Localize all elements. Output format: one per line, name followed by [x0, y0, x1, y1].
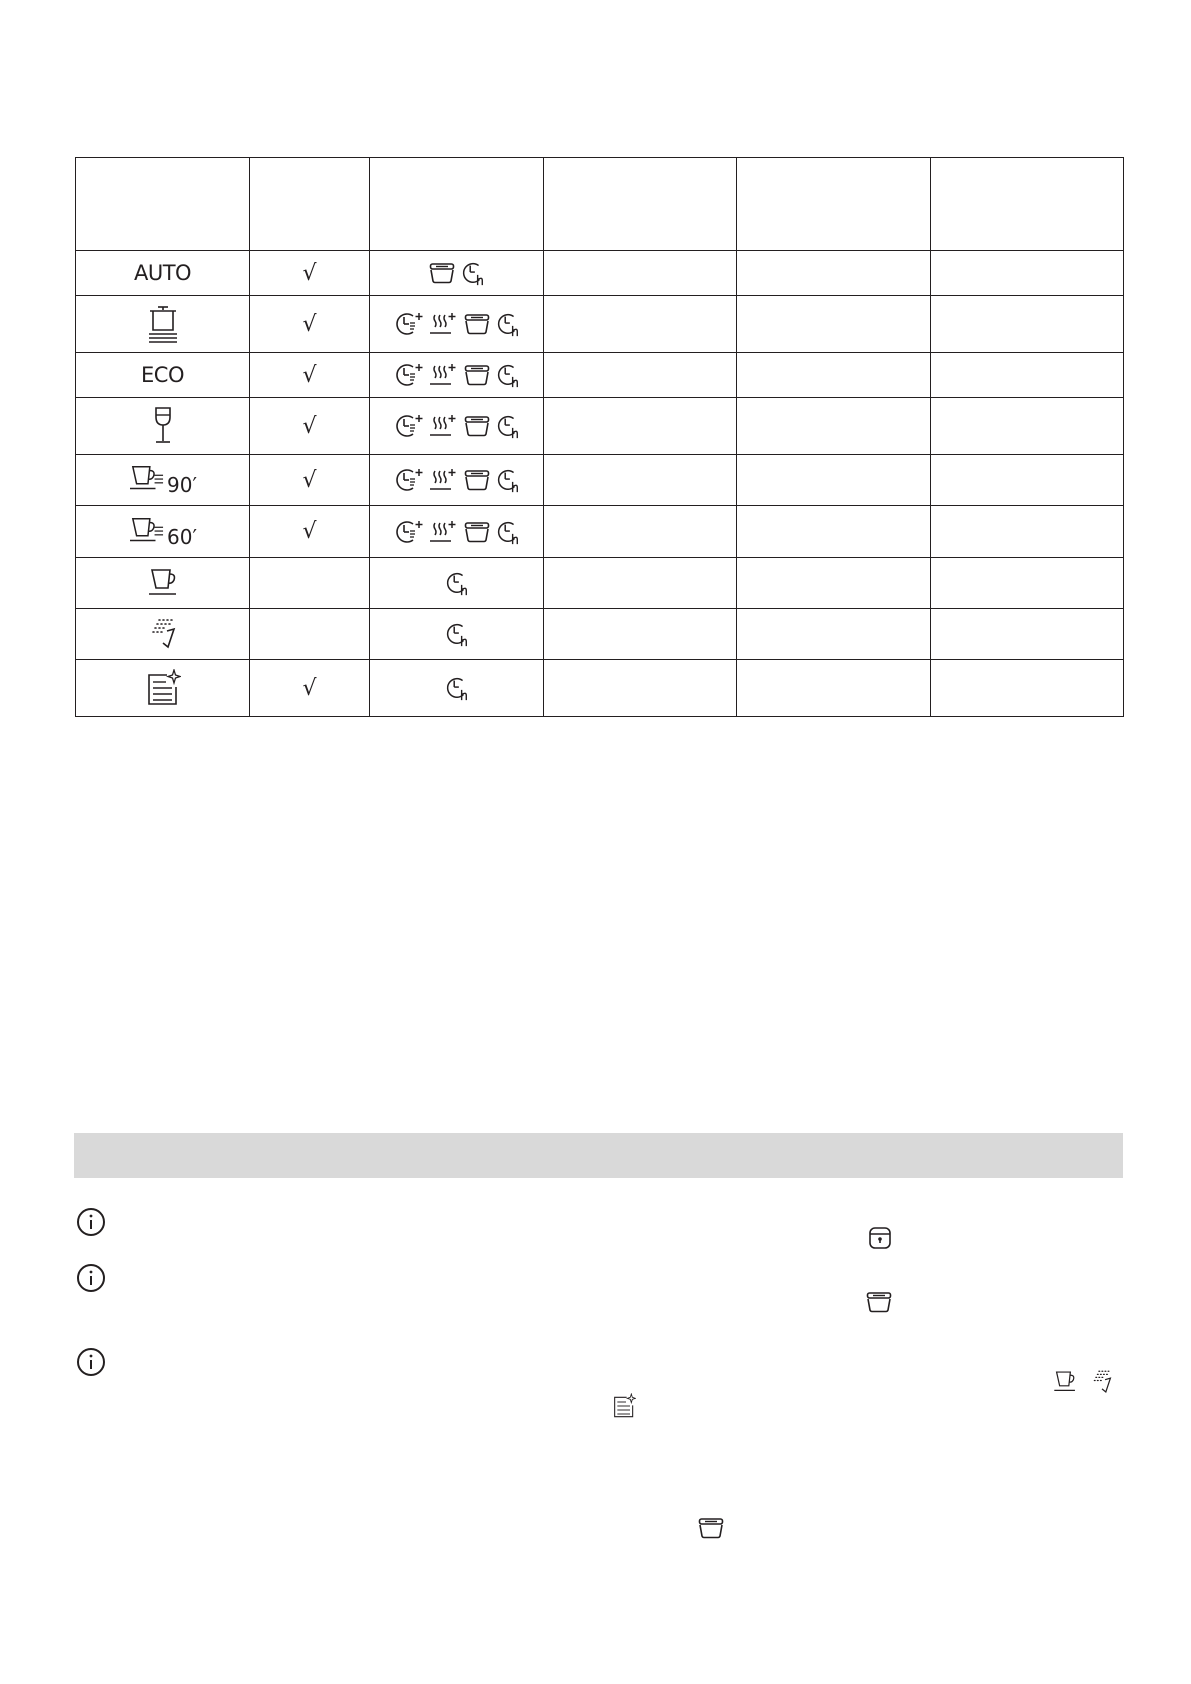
empty-cell [931, 296, 1124, 353]
steam-plus-icon [429, 467, 459, 493]
empty-cell [544, 506, 737, 558]
empty-cell [931, 558, 1124, 609]
program-label-auto: AUTO [133, 261, 192, 285]
options-cell [370, 558, 544, 609]
tray-icon [463, 364, 491, 386]
options-cell [370, 296, 544, 353]
lock-icon [867, 1225, 893, 1255]
table-row [76, 660, 1124, 717]
check-mark: √ [302, 675, 317, 701]
tray-icon [463, 521, 491, 543]
table-row [76, 296, 1124, 353]
cup-icon [147, 566, 179, 600]
options-cell [370, 609, 544, 660]
table-row [76, 506, 1124, 558]
clock-h-icon [444, 621, 470, 647]
clock-plus-icon [393, 311, 425, 337]
rinse-icon [1089, 1369, 1115, 1399]
program-cell [76, 353, 250, 398]
empty-cell [737, 251, 931, 296]
section-header-bar [74, 1133, 1123, 1178]
clock-h-icon [444, 570, 470, 596]
empty-cell [931, 398, 1124, 455]
check-cell [250, 455, 370, 506]
empty-cell [737, 398, 931, 455]
header-cell [931, 158, 1124, 251]
check-mark: √ [302, 362, 317, 388]
clock-plus-icon [393, 413, 425, 439]
program-options-table [75, 157, 1124, 717]
empty-cell [544, 455, 737, 506]
program-cell [76, 398, 250, 455]
options-cell [370, 660, 544, 717]
clock-h-icon [460, 260, 486, 286]
empty-cell [931, 251, 1124, 296]
empty-cell [737, 609, 931, 660]
glass-icon [151, 406, 175, 446]
program-label-eco: ECO [141, 363, 184, 387]
machine-care-icon [145, 669, 181, 707]
check-mark: √ [302, 519, 317, 544]
quick-cup-icon [128, 515, 166, 549]
info-icon [76, 1347, 106, 1381]
options-cell [370, 251, 544, 296]
header-cell [544, 158, 737, 251]
table-row [76, 558, 1124, 609]
check-cell [250, 353, 370, 398]
clock-plus-icon [393, 362, 425, 388]
empty-cell [544, 558, 737, 609]
header-cell [370, 158, 544, 251]
empty-cell [737, 296, 931, 353]
clock-plus-icon [393, 519, 425, 545]
empty-cell [737, 353, 931, 398]
empty-cell [931, 506, 1124, 558]
table-row [76, 455, 1124, 506]
empty-cell [737, 506, 931, 558]
pot-icon [145, 304, 181, 344]
header-cell [250, 158, 370, 251]
tray-icon [463, 313, 491, 335]
clock-h-icon [444, 675, 470, 701]
empty-cell [737, 558, 931, 609]
check-mark: √ [302, 311, 317, 337]
quick-cup-icon [128, 463, 166, 497]
program-cell [76, 506, 250, 558]
program-cell [76, 455, 250, 506]
empty-cell [544, 353, 737, 398]
options-cell [370, 398, 544, 455]
check-cell [250, 506, 370, 558]
program-cell [76, 558, 250, 609]
table-header-row [76, 158, 1124, 251]
check-cell [250, 558, 370, 609]
empty-cell [544, 660, 737, 717]
program-cell [76, 296, 250, 353]
program-cell [76, 251, 250, 296]
check-cell [250, 296, 370, 353]
program-label-90: 90′ [167, 473, 197, 497]
check-cell [250, 609, 370, 660]
empty-cell [544, 398, 737, 455]
empty-cell [931, 660, 1124, 717]
tray-icon [428, 262, 456, 284]
steam-plus-icon [429, 362, 459, 388]
empty-cell [931, 455, 1124, 506]
header-cell [76, 158, 250, 251]
empty-cell [737, 660, 931, 717]
steam-plus-icon [429, 311, 459, 337]
steam-plus-icon [429, 413, 459, 439]
program-label-60: 60′ [167, 524, 197, 549]
tray-icon [865, 1291, 893, 1317]
clock-plus-icon [393, 467, 425, 493]
table-row [76, 398, 1124, 455]
check-cell [250, 251, 370, 296]
empty-cell [737, 455, 931, 506]
table-row [76, 353, 1124, 398]
options-cell [370, 353, 544, 398]
tray-icon [463, 469, 491, 491]
options-cell [370, 506, 544, 558]
empty-cell [544, 296, 737, 353]
check-cell [250, 398, 370, 455]
empty-cell [931, 609, 1124, 660]
info-icon [76, 1263, 106, 1297]
check-mark: √ [302, 467, 317, 493]
steam-plus-icon [429, 519, 459, 545]
tray-icon [697, 1517, 725, 1543]
check-cell [250, 660, 370, 717]
header-cell [737, 158, 931, 251]
info-icon [76, 1207, 106, 1241]
check-mark: √ [302, 413, 317, 439]
clock-h-icon [495, 519, 521, 545]
check-mark: √ [302, 260, 317, 286]
clock-h-icon [495, 362, 521, 388]
table-row [76, 609, 1124, 660]
machine-care-icon [612, 1393, 636, 1423]
empty-cell [544, 251, 737, 296]
program-cell [76, 609, 250, 660]
clock-h-icon [495, 413, 521, 439]
empty-cell [544, 609, 737, 660]
options-cell [370, 455, 544, 506]
empty-cell [931, 353, 1124, 398]
clock-h-icon [495, 311, 521, 337]
table-row [76, 251, 1124, 296]
tray-icon [463, 415, 491, 437]
rinse-icon [147, 617, 179, 651]
program-cell [76, 660, 250, 717]
clock-h-icon [495, 467, 521, 493]
cup-icon [1052, 1369, 1078, 1399]
